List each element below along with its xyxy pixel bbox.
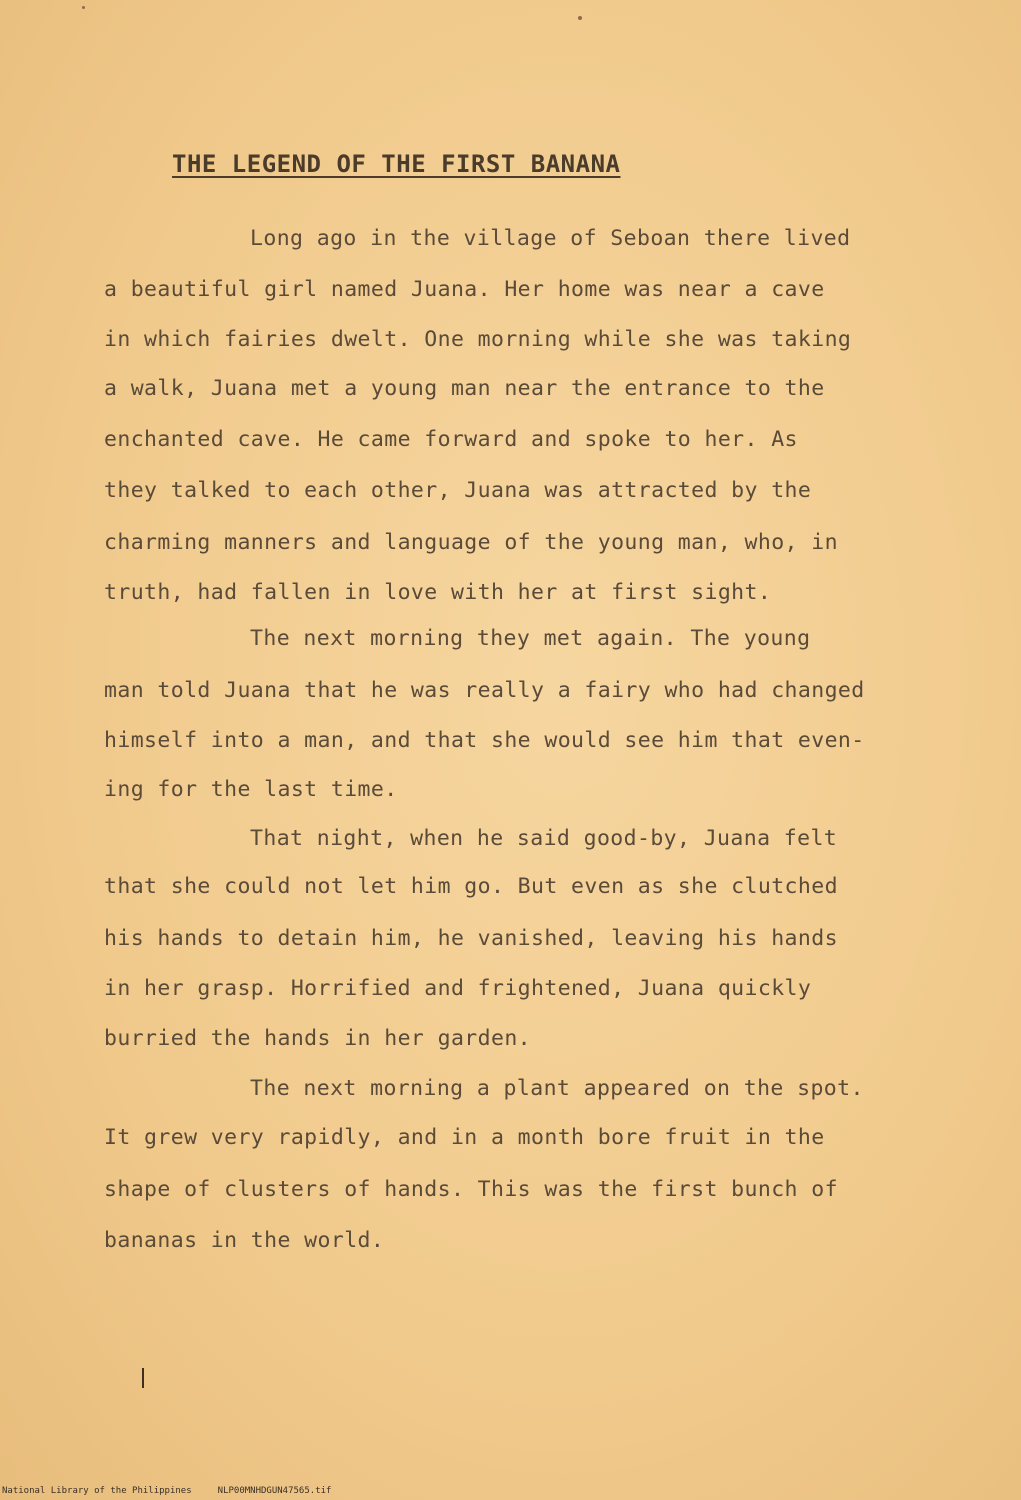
library-credit: National Library of the Philippines (2, 1486, 192, 1496)
text-line: truth, had fallen in love with her at first sight. (104, 580, 772, 605)
text-line: The next morning they met again. The young (250, 626, 811, 651)
paper-speck (578, 16, 582, 20)
text-line: The next morning a plant appeared on the spot. (250, 1076, 864, 1101)
text-line: in her grasp. Horrified and frightened, Juana quickly (104, 976, 812, 1001)
text-line: enchanted cave. He came forward and spoke to her. As (104, 427, 798, 452)
text-line: a beautiful girl named Juana. Her home was near a cave (104, 277, 825, 302)
text-line: his hands to detain him, he vanished, leaving his hands (104, 926, 838, 951)
file-id: NLP00MNHDGUN47565.tif (217, 1486, 332, 1496)
text-line: they talked to each other, Juana was attracted by the (104, 478, 812, 503)
text-line: burried the hands in her garden. (104, 1026, 532, 1051)
text-line: in which fairies dwelt. One morning while she was taking (104, 327, 852, 352)
text-line: that she could not let him go. But even as she clutched (104, 874, 838, 899)
text-line: It grew very rapidly, and in a month bore fruit in the (104, 1125, 825, 1150)
text-line: charming manners and language of the young man, who, in (104, 530, 838, 555)
text-line: That night, when he said good-by, Juana felt (250, 826, 838, 851)
text-line: Long ago in the village of Seboan there lived (250, 226, 851, 251)
paper-speck (82, 6, 85, 9)
text-line: himself into a man, and that she would see him that even- (104, 728, 865, 753)
text-line: ing for the last time. (104, 777, 398, 802)
document-title: THE LEGEND OF THE FIRST BANANA (172, 150, 621, 178)
text-line: man told Juana that he was really a fairy who had changed (104, 678, 865, 703)
text-line: a walk, Juana met a young man near the entrance to the (104, 376, 825, 401)
text-line: bananas in the world. (104, 1228, 385, 1253)
text-line: shape of clusters of hands. This was the first bunch of (104, 1177, 838, 1202)
pen-mark (142, 1368, 144, 1388)
scan-footer (2, 1486, 331, 1496)
